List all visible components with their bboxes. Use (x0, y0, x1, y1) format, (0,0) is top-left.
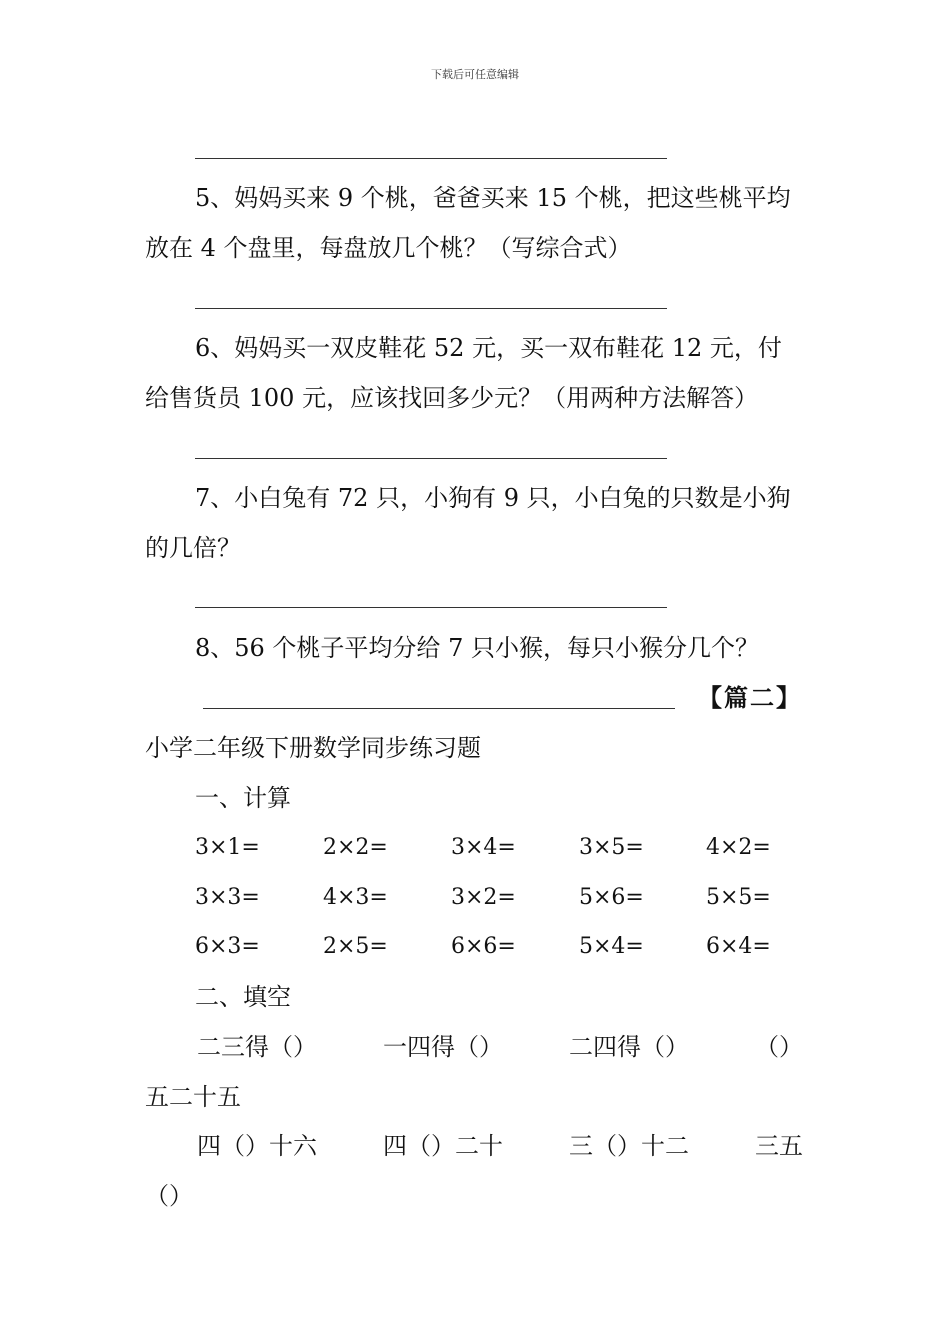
calc-item: 5×4= (579, 934, 644, 959)
blank-item: 二四得（） (569, 1033, 689, 1061)
answer-line (195, 308, 667, 309)
blank-item: 四（）二十 (383, 1132, 503, 1160)
question-7-line2: 的几倍？ (145, 534, 241, 562)
blank-item: 四（）十六 (197, 1132, 317, 1160)
question-5-line2: 放在 4 个盘里，每盘放几个桃？（写综合式） (145, 234, 632, 262)
blank-item: 一四得（） (383, 1033, 503, 1061)
calc-item: 3×1= (195, 835, 260, 860)
calc-item: 4×3= (323, 885, 388, 910)
answer-line (195, 607, 667, 608)
calc-item: 6×3= (195, 934, 260, 959)
blank-item: （） (755, 1033, 803, 1061)
blank-item-wrap: （） (145, 1182, 193, 1210)
calc-item: 4×2= (706, 835, 771, 860)
question-8-line1: 8、56 个桃子平均分给 7 只小猴，每只小猴分几个？ (195, 634, 759, 662)
section-marker: 【篇二】 (698, 683, 802, 712)
calc-item: 2×2= (323, 835, 388, 860)
question-6-line1: 6、妈妈买一双皮鞋花 52 元，买一双布鞋花 12 元，付 (195, 334, 782, 362)
calc-item: 3×5= (579, 835, 644, 860)
blank-item: 三五 (755, 1132, 803, 1160)
calc-item: 5×5= (706, 885, 771, 910)
calc-item: 5×6= (579, 885, 644, 910)
blank-item-wrap: 五二十五 (145, 1083, 241, 1111)
question-7-line1: 7、小白兔有 72 只，小狗有 9 只，小白兔的只数是小狗 (195, 484, 791, 512)
question-5-line1: 5、妈妈买来 9 个桃，爸爸买来 15 个桃，把这些桃平均 (195, 184, 791, 212)
calc-item: 3×2= (451, 885, 516, 910)
blank-item: 三（）十二 (569, 1132, 689, 1160)
page-header: 下载后可任意编辑 (431, 68, 519, 81)
part2-heading: 二、填空 (195, 983, 291, 1011)
answer-line (203, 708, 675, 709)
calc-item: 3×3= (195, 885, 260, 910)
part1-heading: 一、计算 (195, 784, 291, 812)
calc-item: 3×4= (451, 835, 516, 860)
calc-item: 6×4= (706, 934, 771, 959)
answer-line (195, 158, 667, 159)
answer-line (195, 458, 667, 459)
section-title: 小学二年级下册数学同步练习题 (145, 734, 481, 762)
blank-item: 二三得（） (197, 1033, 317, 1061)
calc-item: 6×6= (451, 934, 516, 959)
calc-item: 2×5= (323, 934, 388, 959)
question-6-line2: 给售货员 100 元，应该找回多少元？（用两种方法解答） (145, 384, 759, 412)
